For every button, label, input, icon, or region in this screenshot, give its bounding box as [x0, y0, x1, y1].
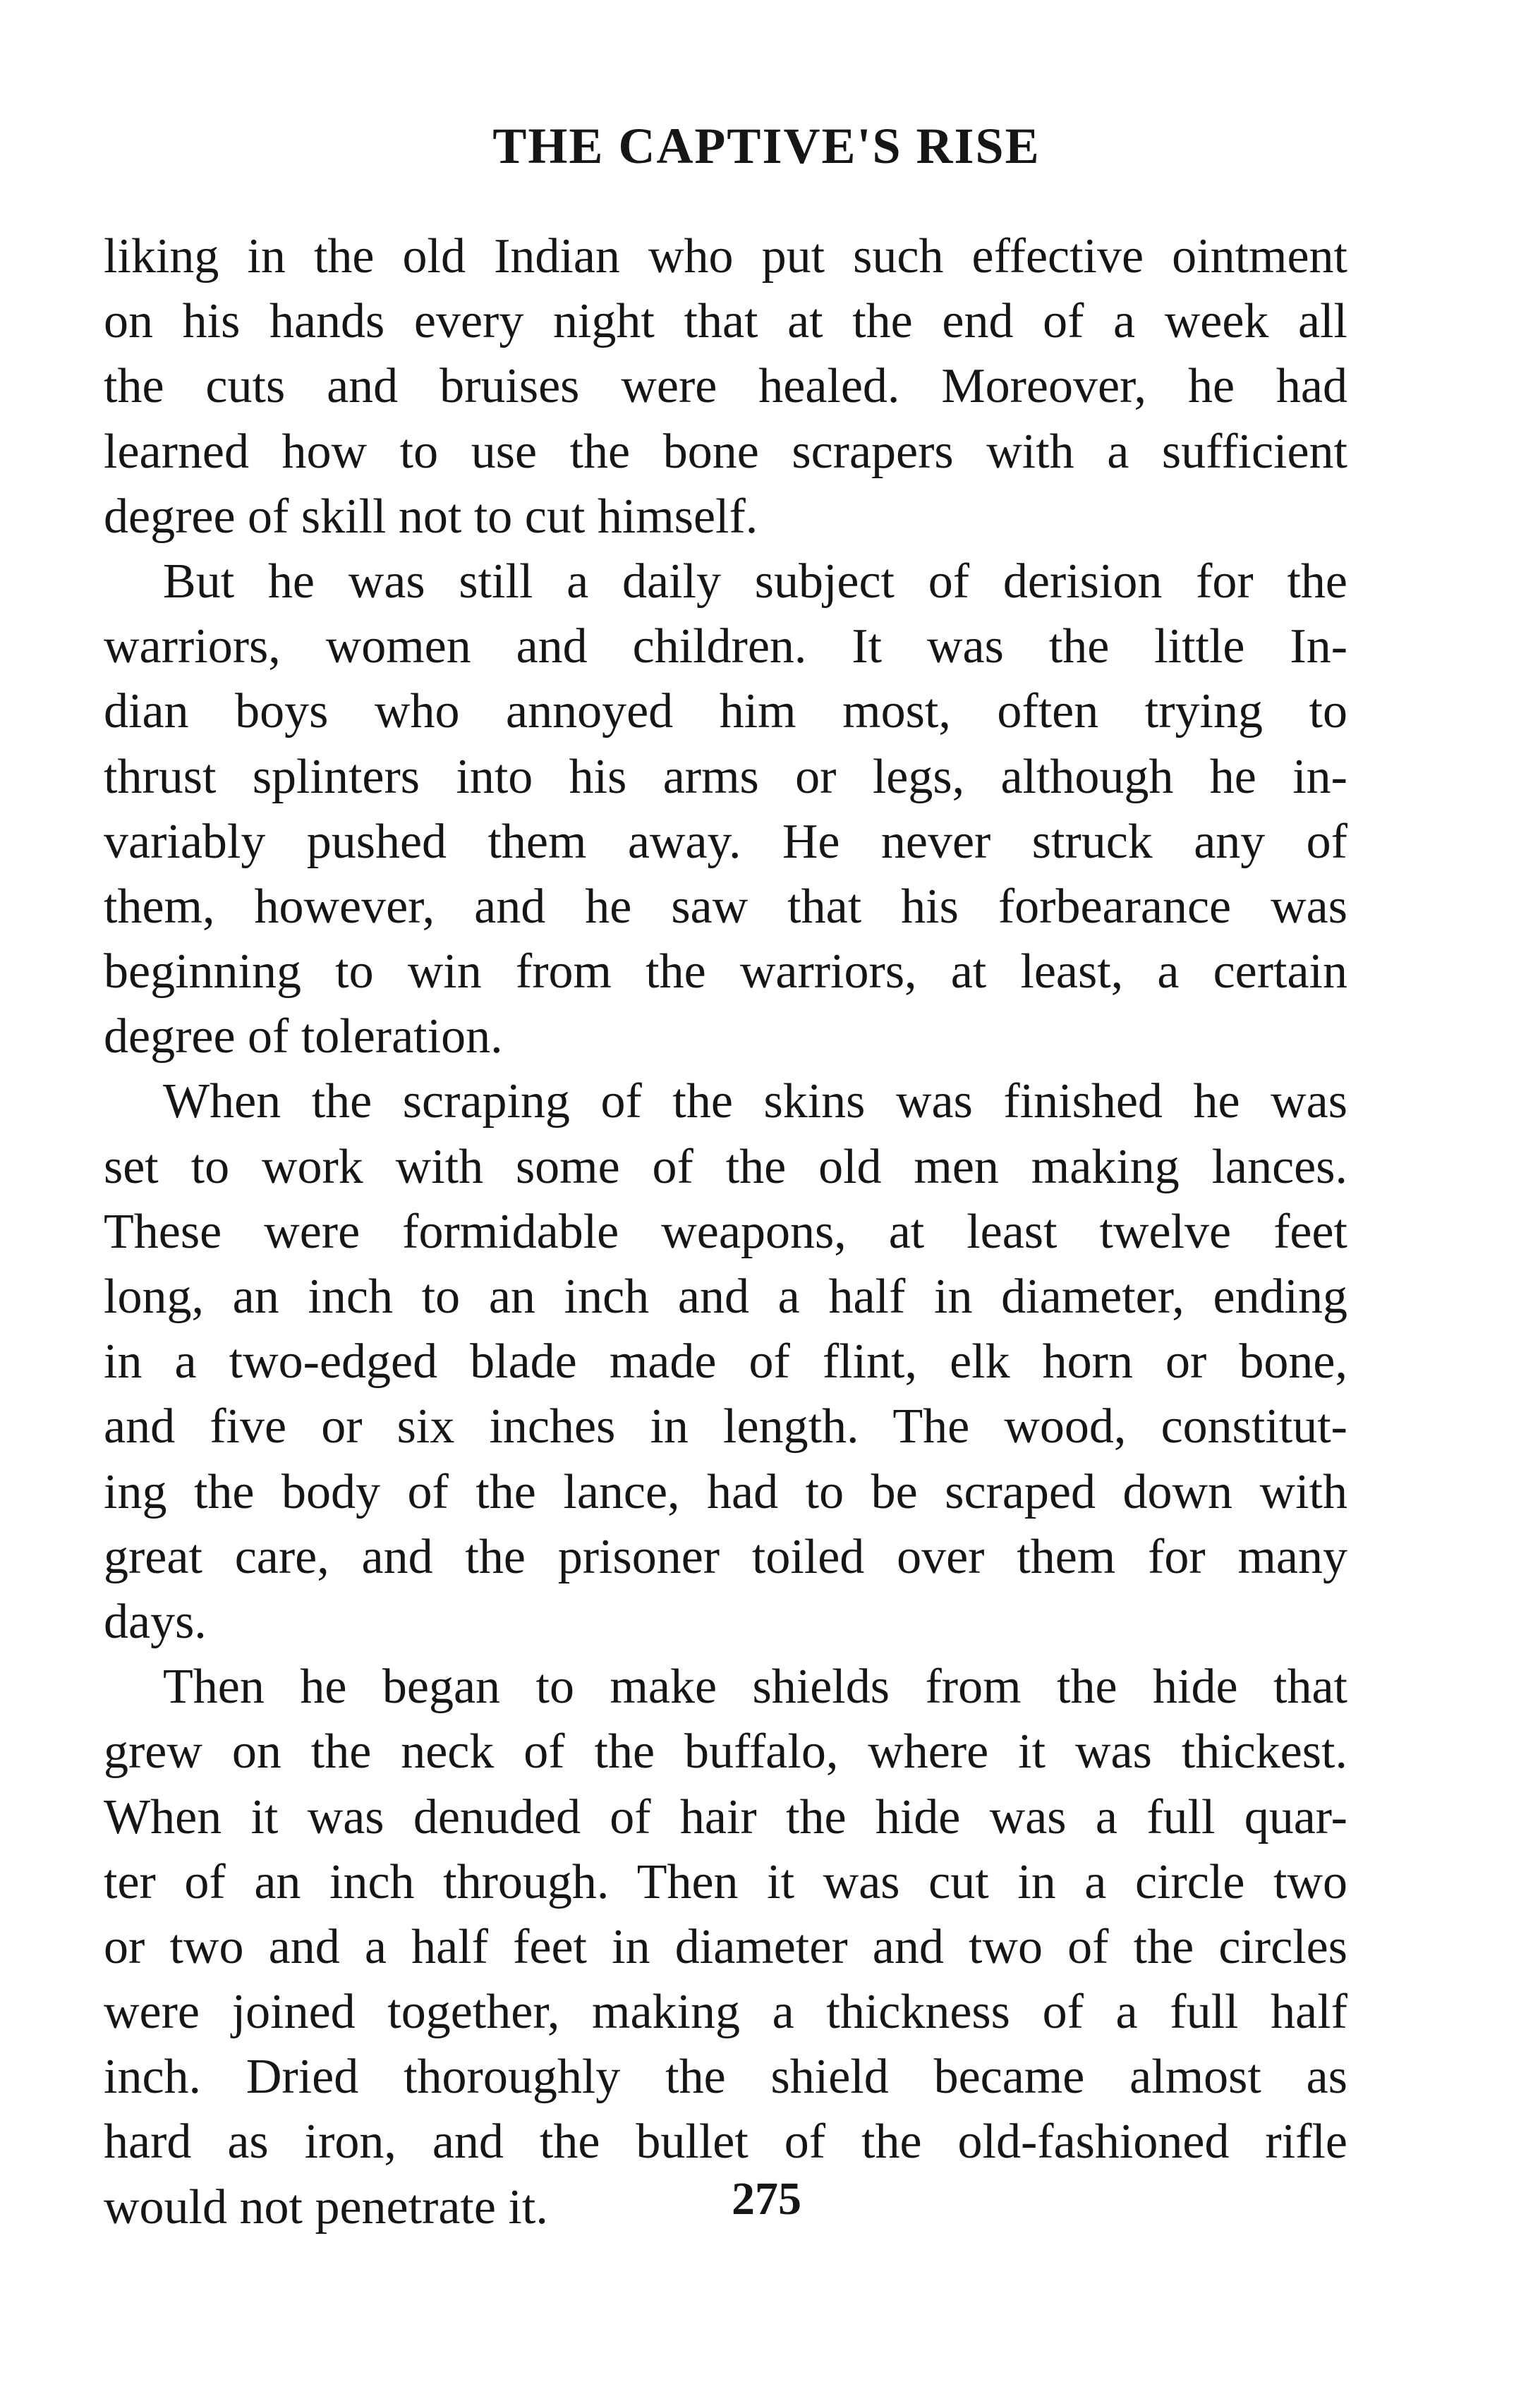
text-line: hard as iron, and the bullet of the old-fashioned rifle [104, 2115, 1347, 2170]
text-line: grew on the neck of the buffalo, where it was thickest. [104, 1725, 1347, 1780]
text-line: ing the body of the lance, had to be scraped down with [104, 1464, 1347, 1519]
text-line: or two and a half feet in diameter and two of the circles [104, 1919, 1347, 1974]
text-line: were joined together, making a thickness of a full half [104, 1985, 1347, 2040]
text-line: would not penetrate it. [104, 2179, 548, 2234]
text-line: great care, and the prisoner toiled over them for many [104, 1529, 1347, 1584]
paragraph-1 [104, 224, 1347, 549]
text-line: inch. Dried thoroughly the shield became almost as [104, 2050, 1347, 2105]
text-line: them, however, and he saw that his forbearance was [104, 879, 1347, 934]
text-line: learned how to use the bone scrapers with a sufficient [104, 424, 1347, 479]
text-line: ter of an inch through. Then it was cut in a circle two [104, 1854, 1347, 1909]
text-line: on his hands every night that at the end of a week all [104, 294, 1347, 349]
running-head: THE CAPTIVE'S RISE [492, 118, 1041, 174]
text-line: When it was denuded of hair the hide was a full quar- [104, 1789, 1347, 1844]
text-line: warriors, women and children. It was the little In- [104, 619, 1347, 674]
text-line: the cuts and bruises were healed. Moreover, he had [104, 359, 1347, 414]
text-line: But he was still a daily subject of derision for the [163, 554, 1347, 609]
text-line: dian boys who annoyed him most, often trying to [104, 684, 1347, 739]
text-line: days. [104, 1594, 207, 1649]
text-line: Then he began to make shields from the hide that [163, 1660, 1347, 1715]
text-line: degree of skill not to cut himself. [104, 489, 758, 544]
text-line: thrust splinters into his arms or legs, although he in- [104, 749, 1347, 804]
text-line: liking in the old Indian who put such effective ointment [104, 229, 1347, 284]
text-line: degree of toleration. [104, 1009, 503, 1064]
paragraph-4 [104, 1655, 1347, 2240]
text-line: and five or six inches in length. The wood, constitut- [104, 1399, 1347, 1454]
text-line: long, an inch to an inch and a half in diameter, ending [104, 1270, 1347, 1324]
page-number: 275 [732, 2173, 801, 2225]
text-line: set to work with some of the old men making lances. [104, 1139, 1347, 1194]
text-line: variably pushed them away. He never struck any of [104, 814, 1347, 869]
text-line: When the scraping of the skins was finished he was [163, 1074, 1347, 1129]
text-line: in a two-edged blade made of flint, elk horn or bone, [104, 1334, 1347, 1390]
paragraph-2 [104, 549, 1347, 1070]
text-line: beginning to win from the warriors, at least, a certain [104, 944, 1347, 999]
body-text [104, 224, 1347, 2240]
text-line: These were formidable weapons, at least twelve feet [104, 1204, 1347, 1259]
paragraph-3 [104, 1069, 1347, 1655]
